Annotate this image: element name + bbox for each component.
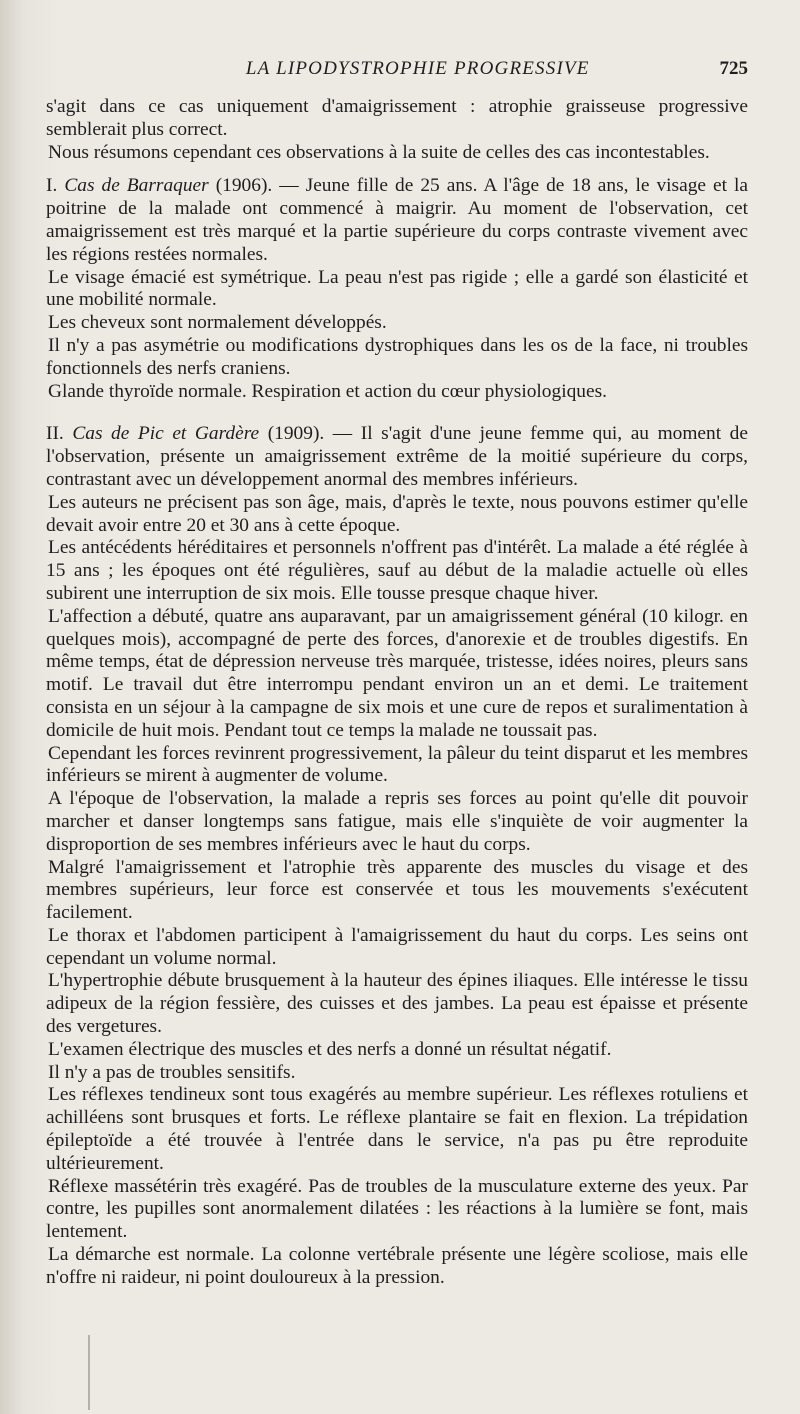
case-2-text: (1909). — Il s'agit d'une jeune femme qui, au moment de l'observation, présente un amaigrissement extrême de la moitié supérieure du corps, contrastant avec un développement anormal des membres inférieurs. bbox=[46, 423, 748, 490]
case-2-label: Cas de Pic et Gardère bbox=[72, 423, 260, 445]
case-2-paragraph: Le thorax et l'abdomen participent à l'amaigrissement du haut du corps. Les seins ont cependant un volume normal. bbox=[46, 924, 748, 969]
case-2-number: II. bbox=[46, 423, 64, 445]
case-1-section bbox=[46, 175, 748, 403]
case-2-paragraph: L'examen électrique des muscles et des nerfs a donné un résultat négatif. bbox=[48, 1038, 612, 1060]
intro-paragraph-1: s'agit dans ce cas uniquement d'amaigrissement : atrophie graisseuse progressive semblerait plus correct. bbox=[46, 96, 748, 140]
body-text bbox=[46, 96, 748, 1290]
case-1-paragraph: Le visage émacié est symétrique. La peau n'est pas rigide ; elle a gardé son élasticité et une mobilité normale. bbox=[46, 266, 748, 311]
page-number: 725 bbox=[719, 58, 748, 79]
case-2-paragraph: Cependant les forces revinrent progressivement, la pâleur du teint disparut et les membres inférieurs se mirent à augmenter de volume. bbox=[46, 742, 748, 787]
case-2-section bbox=[46, 423, 748, 1289]
case-2-paragraph: Il n'y a pas de troubles sensitifs. bbox=[48, 1061, 296, 1083]
case-2-paragraph: Malgré l'amaigrissement et l'atrophie très apparente des muscles du visage et des membres supérieurs, leur force est conservée et tous les mouvements s'exécutent facilement. bbox=[46, 856, 748, 924]
case-2-paragraph: Les antécédents héréditaires et personnels n'offrent pas d'intérêt. La malade a été réglée à 15 ans ; les époques ont été régulières, sauf au début de la maladie actuelle où elles subirent une interruption de six mois. Elle tousse presque chaque hiver. bbox=[46, 537, 748, 604]
scan-mark bbox=[88, 1335, 90, 1410]
case-2-paragraph: Les réflexes tendineux sont tous exagérés au membre supérieur. Les réflexes rotuliens et achilléens sont brusques et forts. Le réflexe plantaire se fait en flexion. La trépidation épileptoïde a été trouvée à l'entrée dans le service, n'a pas pu être reproduite ultérieurement. bbox=[46, 1084, 748, 1174]
case-1-paragraph: Il n'y a pas asymétrie ou modifications dystrophiques dans les os de la face, ni troubles fonctionnels des nerfs craniens. bbox=[46, 334, 748, 379]
case-2-paragraph: Les auteurs ne précisent pas son âge, mais, d'après le texte, nous pouvons estimer qu'elle devait avoir entre 20 et 30 ans à cette époque. bbox=[46, 491, 748, 536]
running-header bbox=[46, 58, 748, 88]
case-2-paragraph: La démarche est normale. La colonne vertébrale présente une légère scoliose, mais elle n'offre ni raideur, ni point douloureux à la pression. bbox=[46, 1244, 748, 1288]
case-2-heading-paragraph bbox=[46, 423, 748, 491]
case-1-heading-paragraph bbox=[46, 175, 748, 266]
case-2-paragraph: Réflexe massétérin très exagéré. Pas de troubles de la musculature externe des yeux. Par contre, les pupilles sont anormalement dilatées : les réactions à la lumière se font, mais lentement. bbox=[46, 1175, 748, 1243]
running-title: LA LIPODYSTROPHIE PROGRESSIVE bbox=[245, 58, 590, 79]
intro-paragraph-2: Nous résumons cependant ces observations à la suite de celles des cas incontestables. bbox=[48, 141, 710, 163]
case-2-paragraph: L'affection a débuté, quatre ans auparavant, par un amaigrissement général (10 kilogr. en quelques mois), accompagné de perte des forces, d'anorexie et de troubles digestifs. En même temps, état de dépression nerveuse très marquée, tristesse, idées noires, pleurs sans motif. Le travail dut être interrompu pendant environ un an et demi. Le traitement consista en un séjour à la campagne de six mois et une cure de repos et suralimentation à domicile de huit mois. Pendant tout ce temps la malade ne toussait pas. bbox=[46, 605, 748, 741]
case-1-number: I. bbox=[46, 175, 58, 197]
case-1-text: (1906). — Jeune fille de 25 ans. A l'âge de 18 ans, le visage et la poitrine de la malade ont commencé à maigrir. Au moment de l'observation, cet amaigrissement est très marqué et la partie supérieure du corps contraste vivement avec les régions restées normales. bbox=[46, 175, 748, 265]
case-1-paragraph: Les cheveux sont normalement développés. bbox=[48, 312, 387, 334]
case-1-paragraph: Glande thyroïde normale. Respiration et action du cœur physiologiques. bbox=[48, 380, 607, 402]
case-2-paragraph: A l'époque de l'observation, la malade a repris ses forces au point qu'elle dit pouvoir marcher et danser longtemps sans fatigue, mais elle s'inquiète de voir augmenter la disproportion de ses membres inférieurs avec le haut du corps. bbox=[46, 788, 748, 855]
case-2-paragraph: L'hypertrophie débute brusquement à la hauteur des épines iliaques. Elle intéresse le tissu adipeux de la région fessière, des cuisses et des jambes. La peau est épaisse et présente des vergetures. bbox=[46, 970, 748, 1038]
case-1-label: Cas de Barraquer bbox=[64, 175, 209, 197]
